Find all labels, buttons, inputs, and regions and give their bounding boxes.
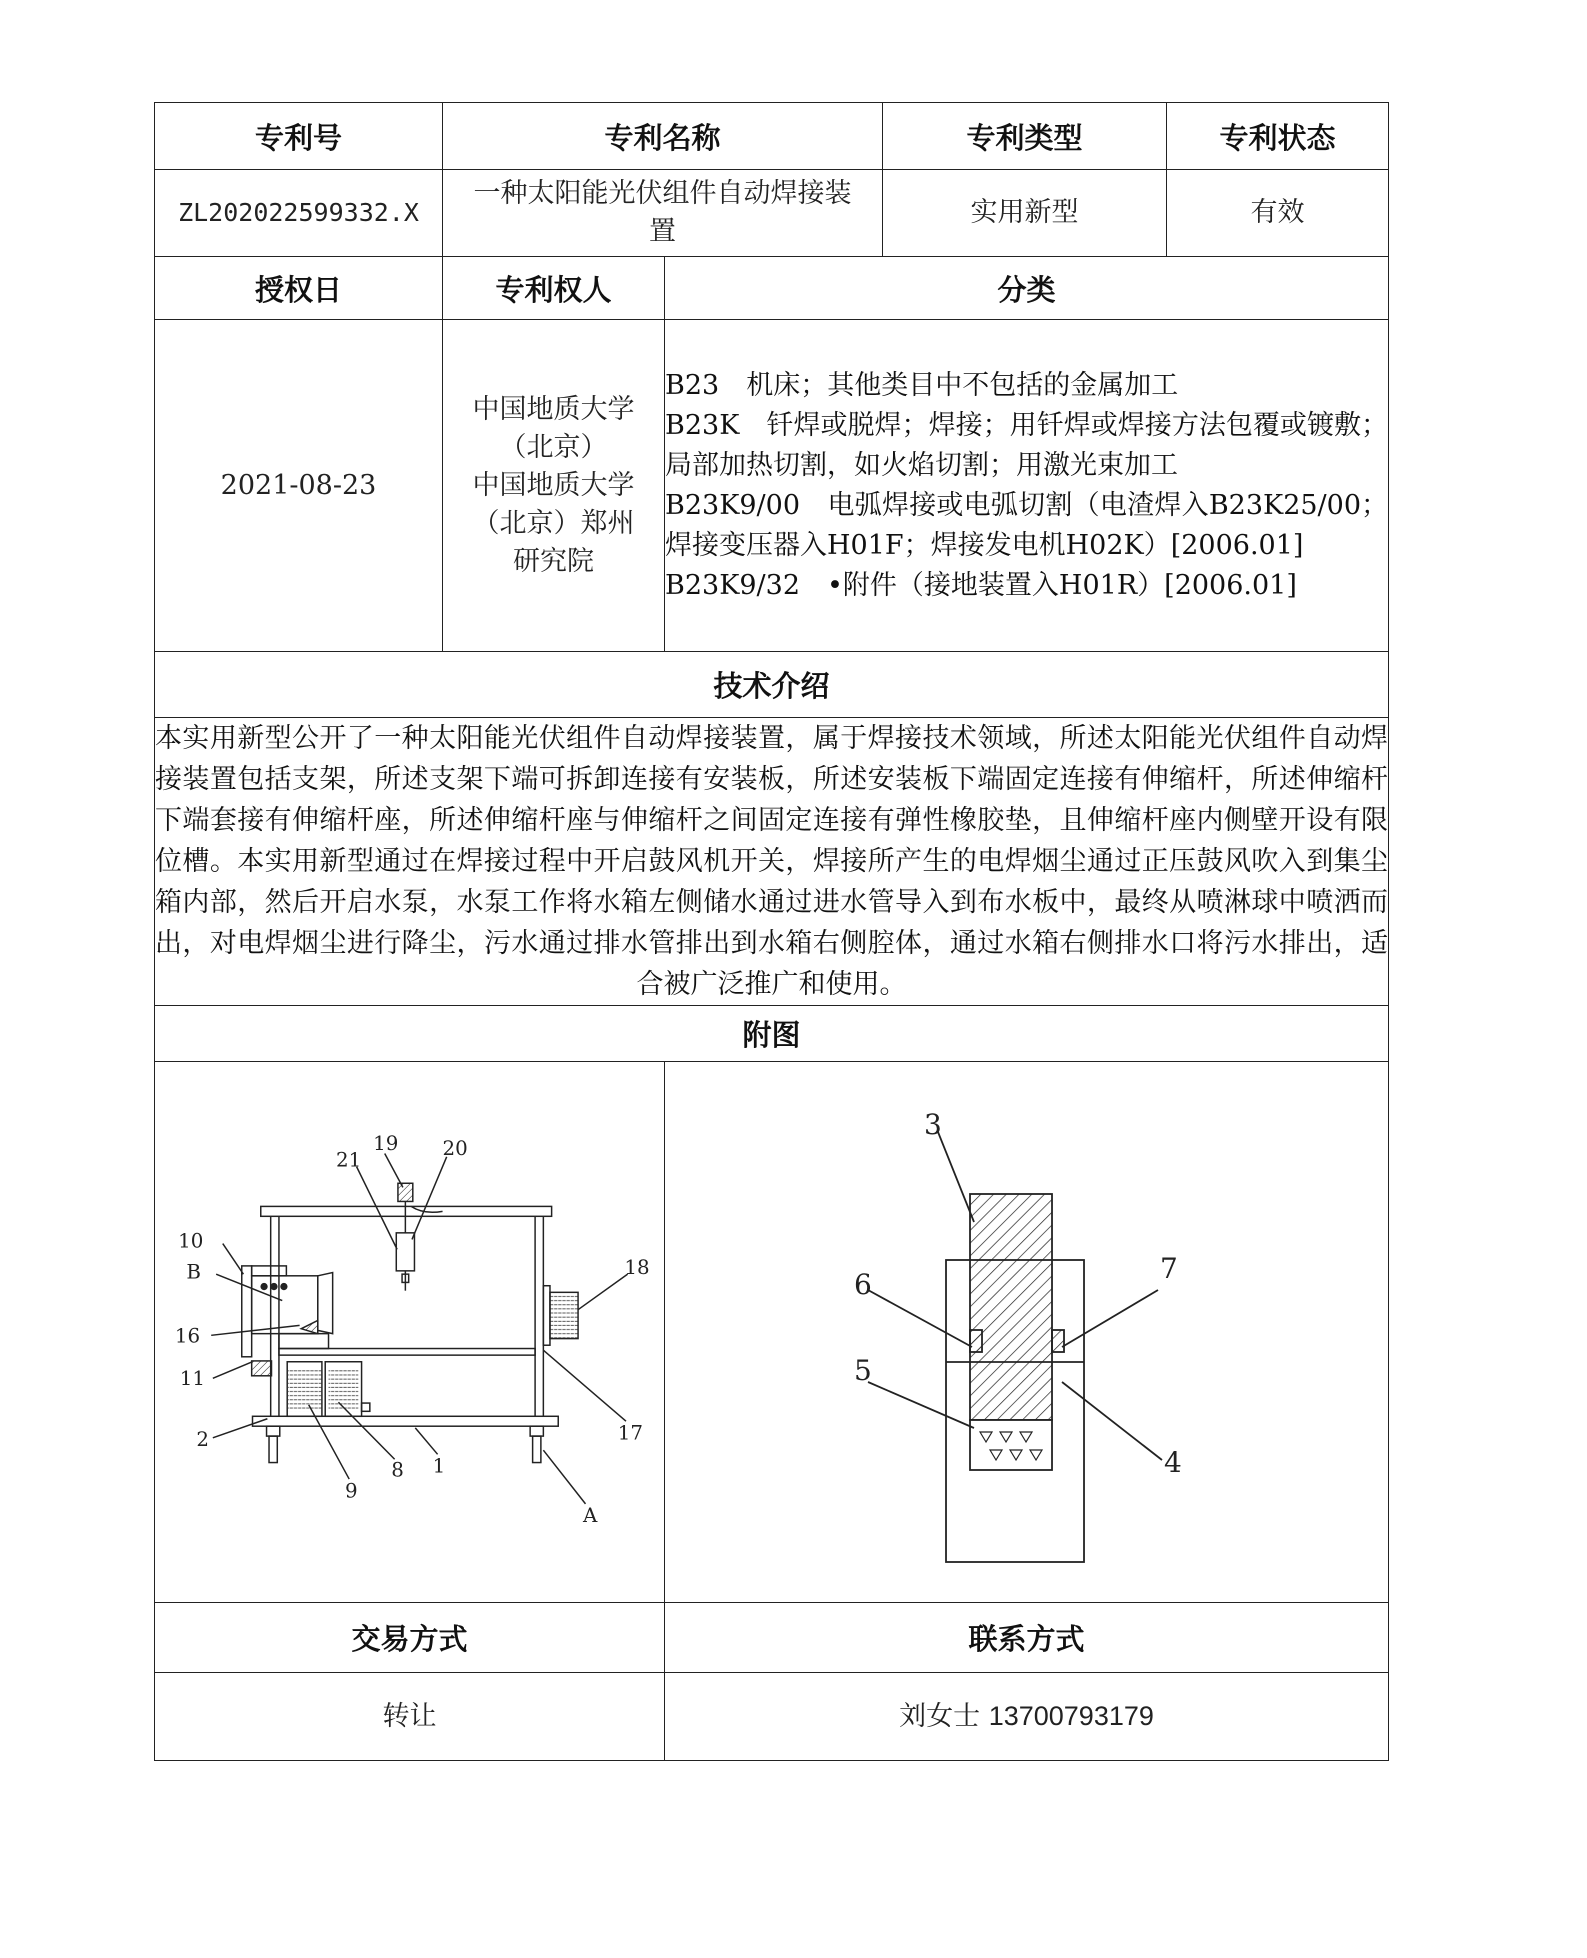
- patent-number: ZL202022599332.X: [155, 170, 443, 257]
- patent-name: 一种太阳能光伏组件自动焊接装置: [443, 170, 883, 257]
- classification-item: B23K9/00 电弧焊接或电弧切割（电渣焊入B23K25/00；焊接变压器入H01F；焊接发电机H02K）[2006.01]: [665, 489, 1389, 561]
- fig2-label-7: 7: [1160, 1252, 1178, 1285]
- figure-2-cross-section-drawing: [665, 1062, 1388, 1602]
- patentee-line: 中国地质大学: [472, 469, 635, 501]
- classification-item: B23K 钎焊或脱焊；焊接；用钎焊或焊接方法包覆或镀敷；局部加热切割，如火焰切割；用激光束加工: [665, 409, 1389, 481]
- fig2-label-4: 4: [1164, 1446, 1182, 1479]
- header-classification: 分类: [665, 257, 1389, 320]
- patentee-line: 中国地质大学: [472, 393, 635, 425]
- tech-intro-text: 本实用新型公开了一种太阳能光伏组件自动焊接装置，属于焊接技术领域，所述太阳能光伏组件自动焊接装置包括支架，所述支架下端可拆卸连接有安装板，所述安装板下端固定连接有伸缩杆，所述伸缩杆下端套接有伸缩杆座，所述伸缩杆座与伸缩杆之间固定连接有弹性橡胶垫，且伸缩杆座内侧壁开设有限位槽。本实用新型通过在焊接过程中开启鼓风机开关，焊接所产生的电焊烟尘通过正压鼓风吹入到集尘箱内部，然后开启水泵，水泵工作将水箱左侧储水通过进水管导入到布水板中，最终从喷淋球中喷洒而出，对电焊烟尘进行降尘，污水通过排水管排出到水箱右侧腔体，通过水箱右侧排水口将污水排出，适合被广泛推广和使用。: [155, 718, 1389, 1006]
- fig2-label-5: 5: [854, 1354, 872, 1387]
- classification-list: [665, 320, 1389, 652]
- header-figures: 附图: [155, 1006, 1389, 1062]
- figure-1-cell: [155, 1062, 665, 1603]
- patent-type: 实用新型: [883, 170, 1167, 257]
- contact-name: 刘女士: [899, 1701, 981, 1732]
- fig1-label-18: 18: [624, 1256, 650, 1280]
- patentee-line: （北京）郑州: [472, 507, 635, 539]
- fig1-label-8: 8: [391, 1458, 404, 1482]
- patentee-line: （北京）: [499, 431, 608, 463]
- figure-1-welding-device-drawing: [155, 1062, 664, 1602]
- classification-item: B23K9/32 •附件（接地装置入H01R）[2006.01]: [665, 569, 1297, 601]
- fig1-label-11: 11: [179, 1366, 206, 1390]
- header-patent-no: 专利号: [155, 103, 443, 170]
- fig2-label-3: 3: [924, 1108, 942, 1141]
- header-grant-date: 授权日: [155, 257, 443, 320]
- header-contact-method: 联系方式: [665, 1603, 1389, 1673]
- header-patent-type: 专利类型: [883, 103, 1167, 170]
- contact-phone: 13700793179: [988, 1701, 1154, 1731]
- fig1-label-19: 19: [373, 1132, 399, 1156]
- header-trade-method: 交易方式: [155, 1603, 665, 1673]
- patentee-line: 研究院: [513, 545, 594, 577]
- contact-info: [665, 1673, 1389, 1761]
- grant-date: 2021-08-23: [155, 320, 443, 652]
- fig1-label-1: 1: [432, 1454, 446, 1478]
- patentee: [443, 320, 665, 652]
- header-tech-intro: 技术介绍: [155, 652, 1389, 718]
- header-patent-status: 专利状态: [1167, 103, 1389, 170]
- trade-method: 转让: [155, 1673, 665, 1761]
- fig1-label-2: 2: [196, 1428, 209, 1452]
- fig1-label-16: 16: [174, 1324, 201, 1348]
- header-patent-name: 专利名称: [443, 103, 883, 170]
- fig1-label-9: 9: [345, 1479, 358, 1503]
- header-patentee: 专利权人: [443, 257, 665, 320]
- fig1-label-21: 21: [335, 1148, 362, 1172]
- figure-2-cell: [665, 1062, 1389, 1603]
- fig1-label-20: 20: [442, 1137, 468, 1161]
- classification-item: B23 机床；其他类目中不包括的金属加工: [665, 369, 1179, 401]
- patent-info-table: [154, 102, 1389, 1761]
- patent-status: 有效: [1167, 170, 1389, 257]
- fig1-label-a: A: [583, 1504, 598, 1528]
- fig2-label-6: 6: [854, 1268, 872, 1301]
- fig1-label-10: 10: [178, 1229, 204, 1253]
- fig1-label-17: 17: [617, 1421, 643, 1445]
- fig1-label-b: B: [186, 1260, 201, 1284]
